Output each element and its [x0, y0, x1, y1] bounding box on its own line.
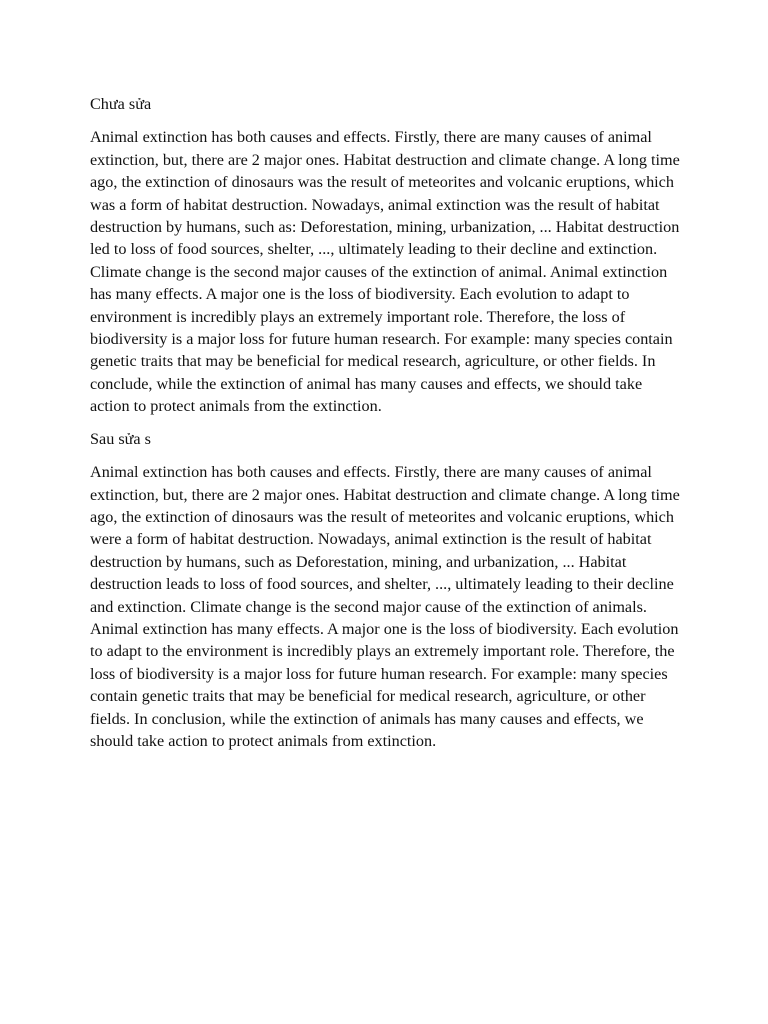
section-heading-original: Chưa sửa: [90, 95, 152, 113]
paragraph-original: Animal extinction has both causes and effects. Firstly, there are many causes of animal extinction, but, there are 2 major ones. Habitat destruction and climate change. A long time ago, the extinction of dinosaurs was the result of meteorites and volcanic eruptions, which was a form of habitat destruction. Nowadays, animal extinction was the result of habitat destruction by humans, such as: Deforestation, mining, urbanization, ... Habitat destruction led to loss of food sources, shelter, ..., ultimately leading to their decline and extinction. Climate change is the second major causes of the extinction of animal. Animal extinction has many effects. A major one is the loss of biodiversity. Each evolution to adapt to environment is incredibly plays an extremely important role. Therefore, the loss of biodiversity is a major loss for future human research. For example: many species contain genetic traits that may be beneficial for medical research, agriculture, or other fields. In conclude, while the extinction of animal has many causes and effects, we should take action to protect animals from the extinction.: [90, 128, 680, 416]
section-heading-revised: Sau sửa s: [90, 429, 151, 448]
paragraph-revised: Animal extinction has both causes and effects. Firstly, there are many causes of animal extinction, but, there are 2 major ones. Habitat destruction and climate change. A long time ago, the extinction of dinosaurs was the result of meteorites and volcanic eruptions, which were a form of habitat destruction. Nowadays, animal extinction is the result of habitat destruction by humans, such as Deforestation, mining, and urbanization, ... Habitat destruction leads to loss of food sources, and shelter, ..., ultimately leading to their decline and extinction. Climate change is the second major cause of the extinction of animals. Animal extinction has many effects. A major one is the loss of biodiversity. Each evolution to adapt to the environment is incredibly plays an extremely important role. Therefore, the loss of biodiversity is a major loss for future human research. For example: many species contain genetic traits that may be beneficial for medical research, agriculture, or other fields. In conclusion, while the extinction of animals has many causes and effects, we should take action to protect animals from extinction.: [90, 463, 680, 750]
document-body: [90, 93, 682, 762]
